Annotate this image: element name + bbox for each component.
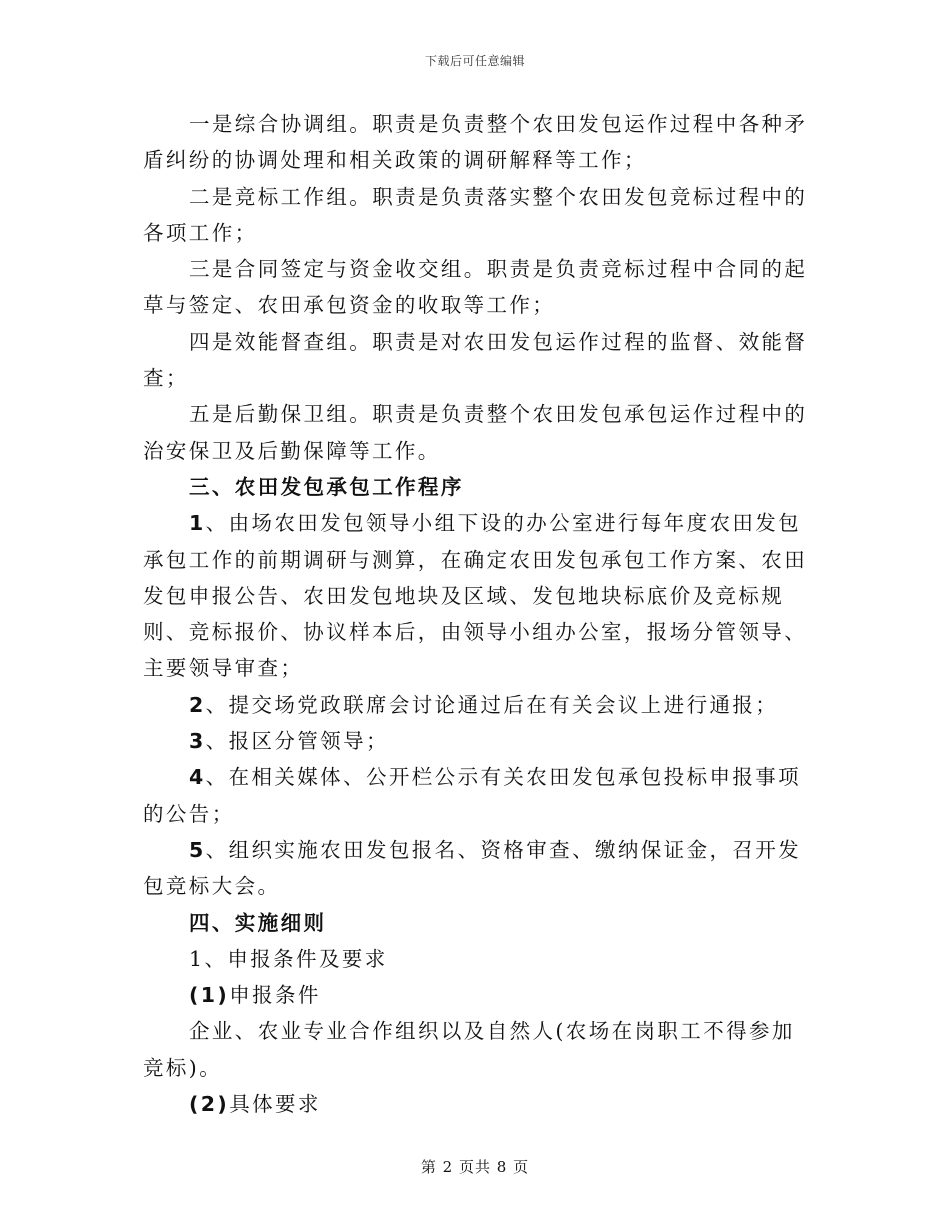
paragraph-eligibility: 企业、农业专业合作组织以及自然人(农场在岗职工不得参加竞标)。 bbox=[143, 1019, 795, 1080]
section-heading-procedure: 三、农田发包承包工作程序 bbox=[189, 474, 464, 499]
step-number: 3 bbox=[189, 729, 206, 754]
subheading-requirements: 1、申报条件及要求 bbox=[189, 946, 388, 971]
procedure-step-3: 3、报区分管领导； bbox=[189, 729, 389, 754]
step-number: 2 bbox=[189, 692, 206, 717]
item-number: (2) bbox=[189, 1092, 230, 1117]
page-header-note: 下载后可任意编辑 bbox=[424, 54, 525, 68]
section-heading-implementation: 四、实施细则 bbox=[189, 910, 327, 935]
subheading-specific-requirements: (2)具体要求 bbox=[189, 1092, 321, 1117]
subheading-conditions: (1)申报条件 bbox=[189, 983, 321, 1008]
procedure-step-2: 2、提交场党政联席会讨论通过后在有关会议上进行通报； bbox=[189, 692, 779, 717]
page-number-footer: 第 2 页共 8 页 bbox=[420, 1158, 530, 1176]
item-number: (1) bbox=[189, 983, 230, 1008]
paragraph-contract-group: 三是合同签定与资金收交组。职责是负责竞标过程中合同的起草与签定、农田承包资金的收取等工作； bbox=[143, 257, 808, 318]
paragraph-supervision-group: 四是效能督查组。职责是对农田发包运作过程的监督、效能督查； bbox=[143, 329, 808, 391]
procedure-step-4: 4、在相关媒体、公开栏公示有关农田发包承包投标申报事项的公告； bbox=[143, 765, 802, 826]
step-number: 4 bbox=[189, 765, 206, 790]
procedure-step-5: 5、组织实施农田发包报名、资格审查、缴纳保证金，召开发包竞标大会。 bbox=[143, 837, 802, 899]
paragraph-coordination-group: 一是综合协调组。职责是负责整个农田发包运作过程中各种矛盾纠纷的协调处理和相关政策的调研解释等工作； bbox=[143, 112, 808, 173]
step-number: 5 bbox=[189, 837, 206, 862]
paragraph-bidding-group: 二是竞标工作组。职责是负责落实整个农田发包竞标过程中的各项工作； bbox=[143, 184, 808, 245]
procedure-step-1: 1、由场农田发包领导小组下设的办公室进行每年度农田发包承包工作的前期调研与测算，在确定农田发包承包工作方案、农田发包申报公告、农田发包地块及区域、发包地块标底价及竞标规则、竞标报价、协议样本后，由领导小组办公室，报场分管领导、主要领导审查； bbox=[143, 511, 808, 681]
step-number: 1 bbox=[189, 511, 206, 536]
document-body bbox=[143, 106, 813, 1122]
paragraph-logistics-group: 五是后勤保卫组。职责是负责整个农田发包承包运作过程中的治安保卫及后勤保障等工作。 bbox=[143, 402, 808, 463]
